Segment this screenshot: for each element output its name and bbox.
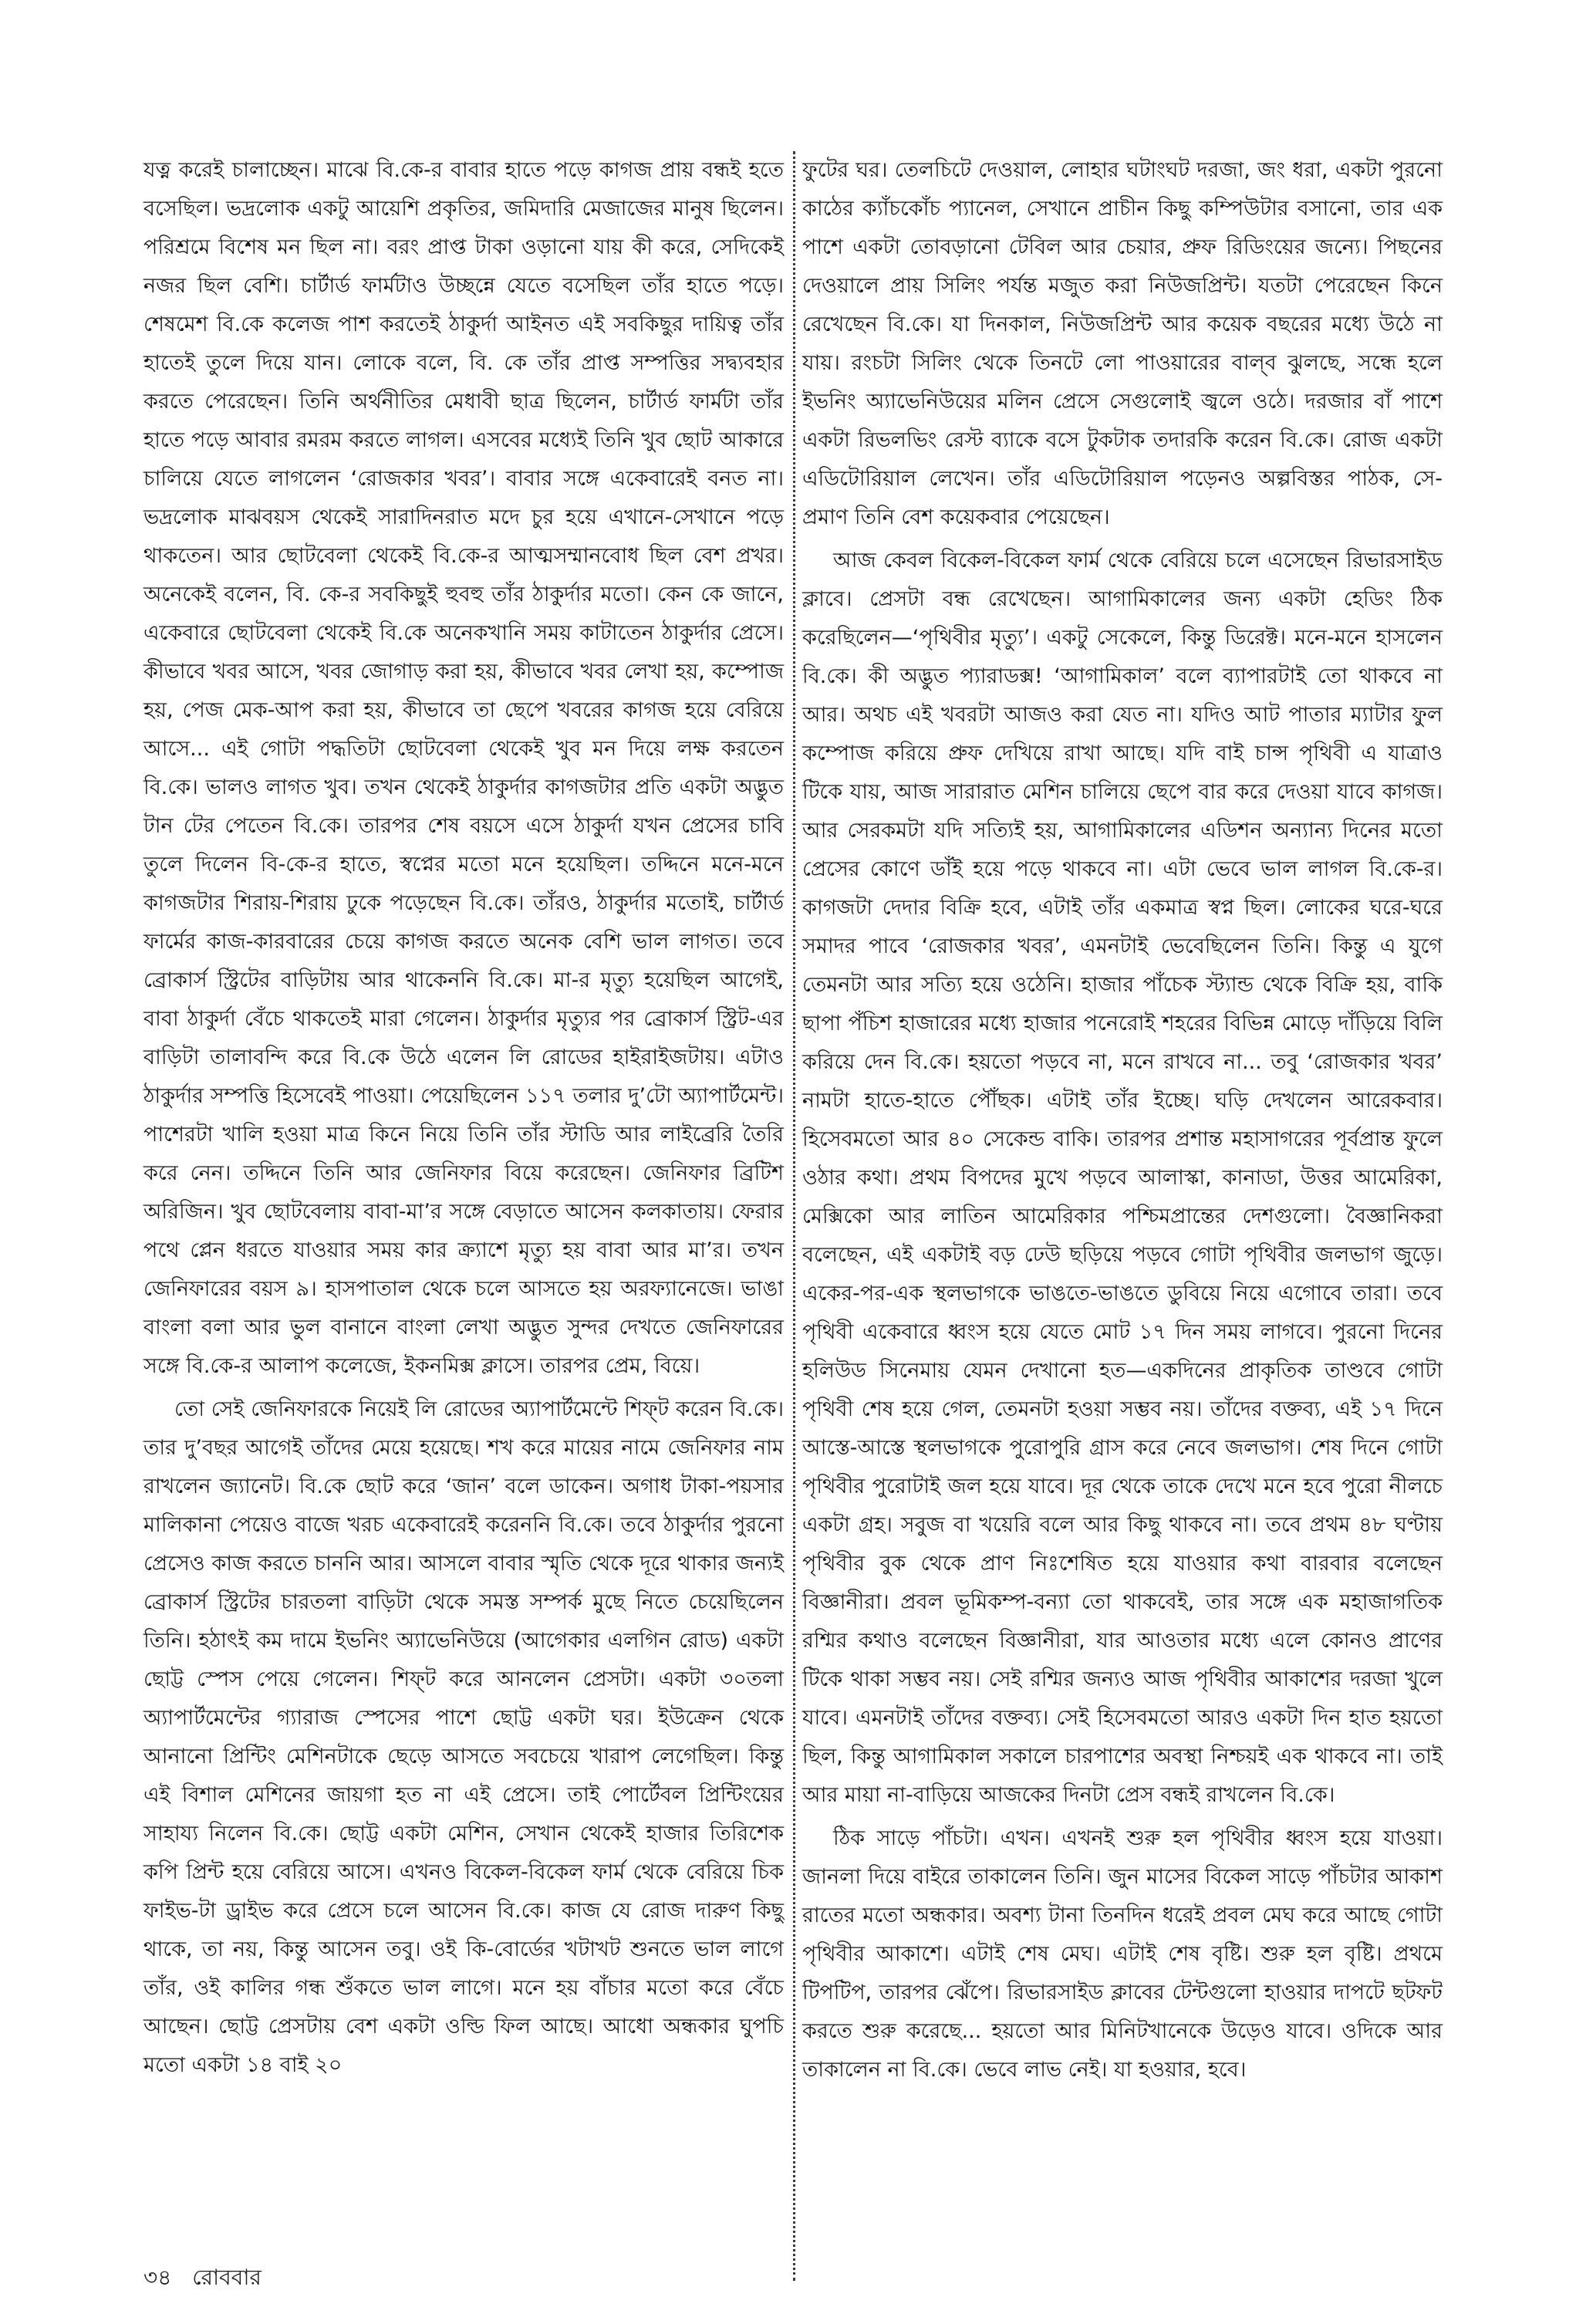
column-divider <box>793 151 795 2281</box>
paragraph: আজ কেবল বিকেল-বিকেল ফার্ম থেকে বেরিয়ে চলে এসেছেন রিভারসাইড ক্লাবে। প্রেসটা বন্ধ রেখেছেন। আগামিকালের জন্য একটা হেডিং ঠিক করেছিলেন—‘পৃথিবীর মৃত্যু’। একটু সেকেলে, কিন্তু ডিরেক্ট। মনে-মনে হাসলেন বি.কে। কী অদ্ভুত প্যারাডক্স! ‘আগামিকাল’ বলে ব্যাপারটাই তো থাকবে না আর। অথচ এই খবরটা আজও করা যেত না। যদিও আট পাতার ম্যাটার ফুল কম্পোজ করিয়ে প্রুফ দেখিয়ে রাখা আছে। যদি বাই চান্স পৃথিবী এ যাত্রাও টিকে যায়, আজ সারারাত মেশিন চালিয়ে ছেপে বার করে দেওয়া যাবে কাগজ। আর সেরকমটা যদি সত্যিই হয়, আগামিকালের এডিশন অন্যান্য দিনের মতো প্রেসের কোণে ডাঁই হয়ে পড়ে থাকবে না। এটা ভেবে ভাল লাগল বি.কে-র। কাগজটা দেদার বিক্রি হবে, এটাই তাঁর একমাত্র স্বপ্ন ছিল। লোকের ঘরে-ঘরে সমাদর পাবে ‘রোজকার খবর’, এমনটাই ভেবেছিলেন তিনি। কিন্তু এ যুগে তেমনটা আর সত্যি হয়ে ওঠেনি। হাজার পাঁচেক স্ট্যান্ড থেকে বিক্রি হয়, বাকি ছাপা পঁচিশ হাজারের মধ্যে হাজার পনেরোই শহরের বিভিন্ন মোড়ে দাঁড়িয়ে বিলি করিয়ে দেন বি.কে। হয়তো পড়বে না, মনে রাখবে না... তবু ‘রোজকার খবর’ নামটা হাতে-হাতে পৌঁছক। এটাই তাঁর ইচ্ছে। ঘড়ি দেখলেন আরেকবার। হিসেবমতো আর ৪০ সেকেন্ড বাকি। তারপর প্রশান্ত মহাসাগরের পূর্বপ্রান্ত ফুলে ওঠার কথা। প্রথম বিপদের মুখে পড়বে আলাস্কা, কানাডা, উত্তর আমেরিকা, মেক্সিকো আর লাতিন আমেরিকার পশ্চিমপ্রান্তের দেশগুলো। বৈজ্ঞানিকরা বলেছেন, এই একটাই বড় ঢেউ ছড়িয়ে পড়বে গোটা পৃথিবীর জলভাগ জুড়ে। একের-পর-এক স্থলভাগকে ভাঙতে-ভাঙতে ডুবিয়ে নিয়ে এগোবে তারা। তবে পৃথিবী একেবারে ধ্বংস হয়ে যেতে মোট ১৭ দিন সময় লাগবে। পুরনো দিনের হলিউড সিনেমায় যেমন দেখানো হত—একদিনের প্রাকৃতিক তাণ্ডবে গোটা পৃথিবী শেষ হয়ে গেল, তেমনটা হওয়া সম্ভব নয়। তাঁদের বক্তব্য, এই ১৭ দিনে আস্তে-আস্তে স্থলভাগকে পুরোপুরি গ্রাস করে নেবে জলভাগ। শেষ দিনে গোটা পৃথিবীর পুরোটাই জল হয়ে যাবে। দূর থেকে তাকে দেখে মনে হবে পুরো নীলচে একটা গ্রহ। সবুজ বা খয়েরি বলে আর কিছু থাকবে না। তবে প্রথম ৪৮ ঘণ্টায় পৃথিবীর বুক থেকে প্রাণ নিঃশেষিত হয়ে যাওয়ার কথা বারবার বলেছেন বিজ্ঞানীরা। প্রবল ভূমিকম্প-বন্যা তো থাকবেই, তার সঙ্গে এক মহাজাগতিক রশ্মির কথাও বলেছেন বিজ্ঞানীরা, যার আওতার মধ্যে এলে কোনও প্রাণের টিকে থাকা সম্ভব নয়। সেই রশ্মির জন্যও আজ পৃথিবীর আকাশের দরজা খুলে যাবে। এমনটাই তাঁদের বক্তব্য। সেই হিসেবমতো আরও একটা দিন হাত হয়তো ছিল, কিন্তু আগামিকাল সকালে চারপাশের অবস্থা নিশ্চয়ই এক থাকবে না। তাই আর মায়া না-বাড়িয়ে আজকের দিনটা প্রেস বন্ধই রাখলেন বি.কে। <box>802 549 1443 1807</box>
right-column <box>802 151 1443 2094</box>
magazine-name: রোববার <box>192 2265 262 2290</box>
paragraph: ফুটের ঘর। তেলচিটে দেওয়াল, লোহার ঘটাংঘট দরজা, জং ধরা, একটা পুরনো কাঠের ক্যাঁচকোঁচ প্যানেল, সেখানে প্রাচীন কিছু কম্পিউটার বসানো, তার এক পাশে একটা তোবড়ানো টেবিল আর চেয়ার, প্রুফ রিডিংয়ের জন্যে। পিছনের দেওয়ালে প্রায় সিলিং পর্যন্ত মজুত করা নিউজপ্রিন্ট। যতটা পেরেছেন কিনে রেখেছেন বি.কে। যা দিনকাল, নিউজপ্রিন্ট আর কয়েক বছরের মধ্যে উঠে না যায়। রংচটা সিলিং থেকে তিনটে লো পাওয়ারের বাল্‌ব ঝুলছে, সন্ধে হলে ইভনিং অ্যাভেনিউয়ের মলিন প্রেসে সেগুলোই জ্বলে ওঠে। দরজার বাঁ পাশে একটা রিভলভিং রেস্ট ব্যাকে বসে টুকটাক তদারকি করেন বি.কে। রোজ একটা এডিটোরিয়াল লেখেন। তাঁর এডিটোরিয়াল পড়েনও অল্পবিস্তর পাঠক, সে-প্রমাণ তিনি বেশ কয়েকবার পেয়েছেন। <box>802 158 1443 529</box>
page-footer <box>143 2261 262 2297</box>
page-number: ৩৪ <box>143 2265 172 2290</box>
paragraph: ঠিক সাড়ে পাঁচটা। এখন। এখনই শুরু হল পৃথিবীর ধ্বংস হয়ে যাওয়া। জানলা দিয়ে বাইরে তাকালেন তিনি। জুন মাসের বিকেল সাড়ে পাঁচটার আকাশ রাতের মতো অন্ধকার। অবশ্য টানা তিনদিন ধরেই প্রবল মেঘ করে আছে গোটা পৃথিবীর আকাশে। এটাই শেষ মেঘ। এটাই শেষ বৃষ্টি। শুরু হল বৃষ্টি। প্রথমে টিপটিপ, তারপর ঝেঁপে। রিভারসাইড ক্লাবের টেন্টগুলো হাওয়ার দাপটে ছটফট করতে শুরু করেছে... হয়তো আর মিনিটখানেকে উড়েও যাবে। ওদিকে আর তাকালেন না বি.কে। ভেবে লাভ নেই। যা হওয়ার, হবে। <box>802 1826 1443 2082</box>
paragraph: তো সেই জেনিফারকে নিয়েই লি রোডের অ্যাপার্টমেন্টে শিফ্‌ট করেন বি.কে। তার দু’বছর আগেই তাঁদের মেয়ে হয়েছে। শখ করে মায়ের নামে জেনিফার নাম রাখলেন জ্যানেট। বি.কে ছোট করে ‘জান’ বলে ডাকেন। অগাধ টাকা-পয়সার মালিকানা পেয়েও বাজে খরচ একেবারেই করেননি বি.কে। তবে ঠাকুর্দার পুরনো প্রেসেও কাজ করতে চাননি আর। আসলে বাবার স্মৃতি থেকে দূরে থাকার জন্যই ব্রোকার্স স্ট্রিটের চারতলা বাড়িটা থেকে সমস্ত সম্পর্ক মুছে নিতে চেয়েছিলেন তিনি। হঠাৎই কম দামে ইভনিং অ্যাভেনিউয়ে (আগেকার এলগিন রোড) একটা ছোট্ট স্পেস পেয়ে গেলেন। শিফ্‌ট করে আনলেন প্রেসটা। একটা ৩০তলা অ্যাপার্টমেন্টের গ্যারাজ স্পেসের পাশে ছোট্ট একটা ঘর। ইউক্রেন থেকে আনানো প্রিন্টিং মেশিনটাকে ছেড়ে আসতে সবচেয়ে খারাপ লেগেছিল। কিন্তু এই বিশাল মেশিনের জায়গা হত না এই প্রেসে। তাই পোর্টেবল প্রিন্টিংয়ের সাহায্য নিলেন বি.কে। ছোট্ট একটা মেশিন, সেখান থেকেই হাজার তিরিশেক কপি প্রিন্ট হয়ে বেরিয়ে আসে। এখনও বিকেল-বিকেল ফার্ম থেকে বেরিয়ে চিক ফাইভ-টা ড্রাইভ করে প্রেসে চলে আসেন বি.কে। কাজ যে রোজ দারুণ কিছু থাকে, তা নয়, কিন্তু আসেন তবু। ওই কি-বোর্ডের খটাখট শুনতে ভাল লাগে তাঁর, ওই কালির গন্ধ শুঁকতে ভাল লাগে। মনে হয় বাঁচার মতো করে বেঁচে আছেন। ছোট্ট প্রেসটায় বেশ একটা ওল্ডি ফিল আছে। আধো অন্ধকার ঘুপচি মতো একটা ১৪ বাই ২০ <box>143 1397 784 2077</box>
paragraph: যত্ন করেই চালাচ্ছেন। মাঝে বি.কে-র বাবার হাতে পড়ে কাগজ প্রায় বন্ধই হতে বসেছিল। ভদ্রলোক একটু আয়েশি প্রকৃতির, জমিদারি মেজাজের মানুষ ছিলেন। পরিশ্রমে বিশেষ মন ছিল না। বরং প্রাপ্ত টাকা ওড়ানো যায় কী করে, সেদিকেই নজর ছিল বেশি। চার্টার্ড ফার্মটাও উচ্ছন্নে যেতে বসেছিল তাঁর হাতে পড়ে। শেষমেশ বি.কে কলেজ পাশ করতেই ঠাকুর্দা আইনত এই সবকিছুর দায়িত্ব তাঁর হাতেই তুলে দিয়ে যান। লোকে বলে, বি. কে তাঁর প্রাপ্ত সম্পত্তির সদ্ব্যবহার করতে পেরেছেন। তিনি অর্থনীতির মেধাবী ছাত্র ছিলেন, চার্টার্ড ফার্মটা তাঁর হাতে পড়ে আবার রমরম করতে লাগল। এসবের মধ্যেই তিনি খুব ছোট আকারে চালিয়ে যেতে লাগলেন ‘রোজকার খবর’। বাবার সঙ্গে একেবারেই বনত না। ভদ্রলোক মাঝবয়স থেকেই সারাদিনরাত মদে চুর হয়ে এখানে-সেখানে পড়ে থাকতেন। আর ছোটবেলা থেকেই বি.কে-র আত্মসম্মানবোধ ছিল বেশ প্রখর। অনেকেই বলেন, বি. কে-র সবকিছুই হুবহু তাঁর ঠাকুর্দার মতো। কেন কে জানে, একেবারে ছোটবেলা থেকেই বি.কে অনেকখানি সময় কাটাতেন ঠাকুর্দার প্রেসে। কীভাবে খবর আসে, খবর জোগাড় করা হয়, কীভাবে খবর লেখা হয়, কম্পোজ হয়, পেজ মেক-আপ করা হয়, কীভাবে তা ছেপে খবরের কাগজ হয়ে বেরিয়ে আসে... এই গোটা পদ্ধতিটা ছোটবেলা থেকেই খুব মন দিয়ে লক্ষ করতেন বি.কে। ভালও লাগত খুব। তখন থেকেই ঠাকুর্দার কাগজটার প্রতি একটা অদ্ভুত টান টের পেতেন বি.কে। তারপর শেষ বয়সে এসে ঠাকুর্দা যখন প্রেসের চাবি তুলে দিলেন বি-কে-র হাতে, স্বপ্নের মতো মনে হয়েছিল। তদ্দিনে মনে-মনে কাগজটার শিরায়-শিরায় ঢুকে পড়েছেন বি.কে। তাঁরও, ঠাকুর্দার মতোই, চার্টার্ড ফার্মের কাজ-কারবারের চেয়ে কাগজ করতে অনেক বেশি ভাল লাগত। তবে ব্রোকার্স স্ট্রিটের বাড়িটায় আর থাকেননি বি.কে। মা-র মৃত্যু হয়েছিল আগেই, বাবা ঠাকুর্দা বেঁচে থাকতেই মারা গেলেন। ঠাকুর্দার মৃত্যুর পর ব্রোকার্স স্ট্রিট-এর বাড়িটা তালাবন্দি করে বি.কে উঠে এলেন লি রোডের হাইরাইজটায়। এটাও ঠাকুর্দার সম্পত্তি হিসেবেই পাওয়া। পেয়েছিলেন ১১৭ তলার দু’টো অ্যাপার্টমেন্ট। পাশেরটা খালি হওয়া মাত্র কিনে নিয়ে তিনি তাঁর স্টাডি আর লাইব্রেরি তৈরি করে নেন। তদ্দিনে তিনি আর জেনিফার বিয়ে করেছেন। জেনিফার ব্রিটিশ অরিজিন। খুব ছোটবেলায় বাবা-মা’র সঙ্গে বেড়াতে আসেন কলকাতায়। ফেরার পথে প্লেন ধরতে যাওয়ার সময় কার ক্র্যাশে মৃত্যু হয় বাবা আর মা’র। তখন জেনিফারের বয়স ৯। হাসপাতাল থেকে চলে আসতে হয় অরফ্যানেজে। ভাঙা বাংলা বলা আর ভুল বানানে বাংলা লেখা অদ্ভুত সুন্দর দেখতে জেনিফারের সঙ্গে বি.কে-র আলাপ কলেজে, ইকনমিক্স ক্লাসে। তারপর প্রেম, বিয়ে। <box>143 158 784 1378</box>
left-column <box>143 151 784 2089</box>
